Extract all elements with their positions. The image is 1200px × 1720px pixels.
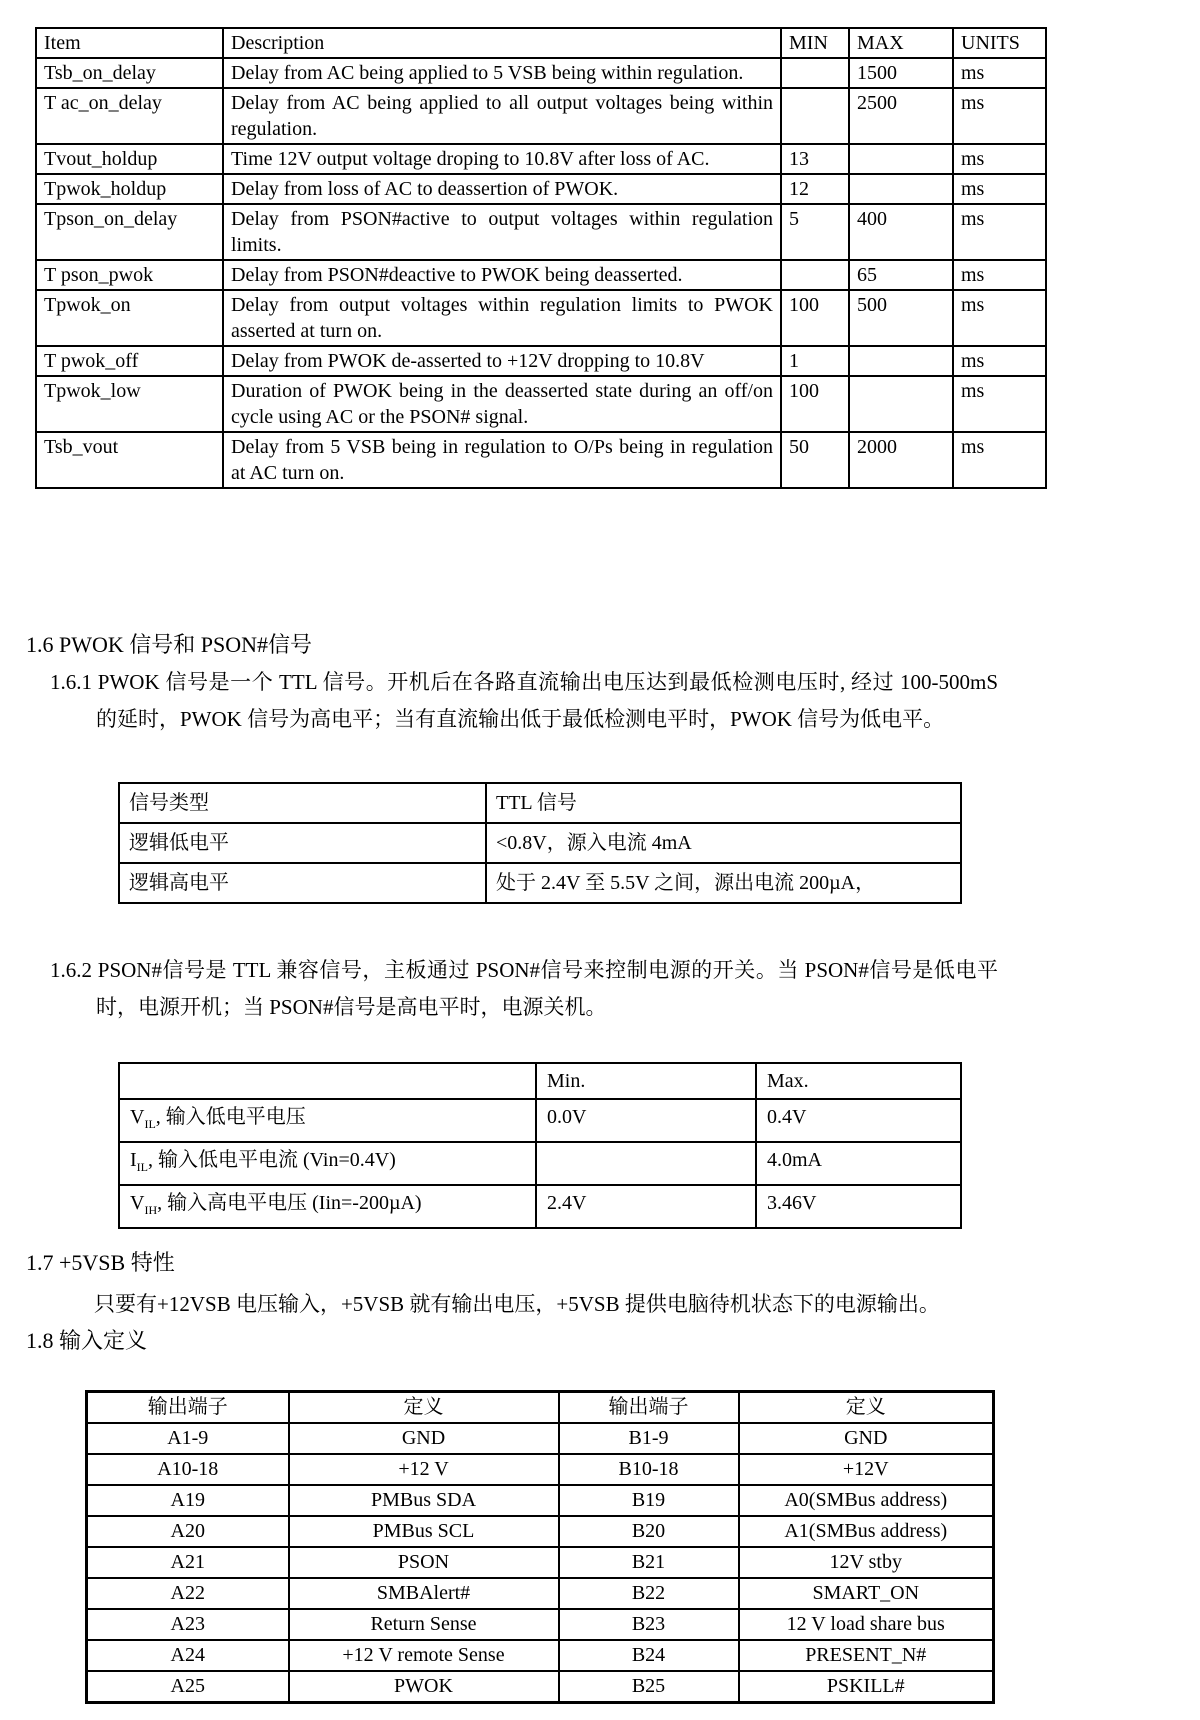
param-subscript: IH xyxy=(144,1203,158,1217)
def-b-cell: GND xyxy=(739,1423,994,1454)
units-cell: ms xyxy=(953,58,1046,88)
pin-b-cell: B21 xyxy=(559,1547,739,1578)
table-row xyxy=(87,1485,994,1516)
param-label-cell xyxy=(119,1185,536,1228)
min-cell xyxy=(781,88,849,144)
item-cell: Tpwok_low xyxy=(36,376,223,432)
table-row xyxy=(87,1671,994,1703)
table-header-row xyxy=(119,1063,961,1099)
units-cell: ms xyxy=(953,432,1046,488)
min-cell xyxy=(781,58,849,88)
desc-cell: Delay from PSON#deactive to PWOK being deasserted. xyxy=(223,260,781,290)
signal-type-cell: 逻辑低电平 xyxy=(119,823,486,863)
pin-a-cell: A19 xyxy=(87,1485,289,1516)
pin-a-cell: A1-9 xyxy=(87,1423,289,1454)
pin-b-cell: B25 xyxy=(559,1671,739,1703)
def-a-header: 定义 xyxy=(289,1392,559,1424)
pin-b-header: 输出端子 xyxy=(559,1392,739,1424)
table-row xyxy=(119,1185,961,1228)
pin-definition-table xyxy=(85,1390,995,1704)
def-a-cell: PSON xyxy=(289,1547,559,1578)
max-cell xyxy=(849,346,953,376)
desc-cell: Delay from PSON#active to output voltages within regulation limits. xyxy=(223,204,781,260)
item-cell: Tsb_on_delay xyxy=(36,58,223,88)
pin-b-cell: B24 xyxy=(559,1640,739,1671)
table-row xyxy=(87,1609,994,1640)
table-row xyxy=(87,1578,994,1609)
def-a-cell: +12 V remote Sense xyxy=(289,1640,559,1671)
desc-cell: Time 12V output voltage droping to 10.8V after loss of AC. xyxy=(223,144,781,174)
def-b-cell: PSKILL# xyxy=(739,1671,994,1703)
section-1-7-heading: 1.7 +5VSB 特性 xyxy=(26,1250,175,1275)
item-cell: T ac_on_delay xyxy=(36,88,223,144)
def-b-cell: SMART_ON xyxy=(739,1578,994,1609)
section-1-7-body: 只要有+12VSB 电压输入，+5VSB 就有输出电压，+5VSB 提供电脑待机状态下的电源输出。 xyxy=(94,1292,940,1316)
param-symbol: V xyxy=(130,1106,145,1128)
table-row xyxy=(36,204,1046,260)
max-cell: 500 xyxy=(849,290,953,346)
def-a-cell: SMBAlert# xyxy=(289,1578,559,1609)
def-b-cell: 12V stby xyxy=(739,1547,994,1578)
max-cell: 0.4V xyxy=(756,1099,961,1142)
max-cell: 3.46V xyxy=(756,1185,961,1228)
units-cell: ms xyxy=(953,260,1046,290)
max-cell: 2000 xyxy=(849,432,953,488)
param-label-cell xyxy=(119,1142,536,1185)
units-cell: ms xyxy=(953,88,1046,144)
units-cell: ms xyxy=(953,174,1046,204)
units-cell: ms xyxy=(953,144,1046,174)
def-b-cell: A1(SMBus address) xyxy=(739,1516,994,1547)
signal-type-cell: 信号类型 xyxy=(119,783,486,823)
table-row xyxy=(119,863,961,903)
header-min: MIN xyxy=(781,28,849,58)
pin-a-cell: A25 xyxy=(87,1671,289,1703)
table-row xyxy=(87,1547,994,1578)
pin-b-cell: B20 xyxy=(559,1516,739,1547)
max-cell: 2500 xyxy=(849,88,953,144)
max-cell xyxy=(849,144,953,174)
param-symbol: I xyxy=(130,1149,137,1171)
def-b-cell: 12 V load share bus xyxy=(739,1609,994,1640)
pin-b-cell: B1-9 xyxy=(559,1423,739,1454)
header-units: UNITS xyxy=(953,28,1046,58)
item-cell: Tvout_holdup xyxy=(36,144,223,174)
table-row xyxy=(87,1423,994,1454)
table-row xyxy=(36,346,1046,376)
item-cell: T pwok_off xyxy=(36,346,223,376)
table-header-row xyxy=(36,28,1046,58)
table-row xyxy=(36,290,1046,346)
table-row xyxy=(119,823,961,863)
table-row xyxy=(36,432,1046,488)
signal-value-cell: 处于 2.4V 至 5.5V 之间，源出电流 200µA， xyxy=(486,863,961,903)
desc-cell: Delay from 5 VSB being in regulation to O/Ps being in regulation at AC turn on. xyxy=(223,432,781,488)
desc-cell: Delay from AC being applied to all output voltages being within regulation. xyxy=(223,88,781,144)
def-a-cell: PMBus SDA xyxy=(289,1485,559,1516)
def-a-cell: +12 V xyxy=(289,1454,559,1485)
ttl-signal-table xyxy=(118,782,962,904)
param-subscript: IL xyxy=(136,1160,148,1174)
paragraph-1-6-2: 1.6.2 PSON#信号是 TTL 兼容信号，主板通过 PSON#信号来控制电源的开关。当 PSON#信号是低电平时，电源开机；当 PSON#信号是高电平时，电源关机。 xyxy=(50,958,998,1019)
desc-cell: Delay from AC being applied to 5 VSB being within regulation. xyxy=(223,58,781,88)
param-description: , 输入高电平电压 (Iin=-200µA) xyxy=(157,1192,422,1214)
units-cell: ms xyxy=(953,376,1046,432)
paragraph-1-6-1: 1.6.1 PWOK 信号是一个 TTL 信号。开机后在各路直流输出电压达到最低检测电压时, 经过 100-500mS 的延时，PWOK 信号为高电平；当有直流输出低于最低检测电平时，PWOK 信号为低电平。 xyxy=(50,670,998,731)
max-cell: 65 xyxy=(849,260,953,290)
def-b-cell: +12V xyxy=(739,1454,994,1485)
item-cell: Tpson_on_delay xyxy=(36,204,223,260)
pin-b-cell: B23 xyxy=(559,1609,739,1640)
max-cell xyxy=(849,174,953,204)
min-header: Min. xyxy=(536,1063,756,1099)
header-desc: Description xyxy=(223,28,781,58)
signal-value-cell: TTL 信号 xyxy=(486,783,961,823)
table-row xyxy=(119,1099,961,1142)
desc-cell: Duration of PWOK being in the deasserted state during an off/on cycle using AC or the PSON# signal. xyxy=(223,376,781,432)
header-max: MAX xyxy=(849,28,953,58)
max-cell xyxy=(849,376,953,432)
section-1-6-heading: 1.6 PWOK 信号和 PSON#信号 xyxy=(26,632,313,657)
table-header-row xyxy=(87,1392,994,1424)
param-description: , 输入低电平电流 (Vin=0.4V) xyxy=(148,1149,396,1171)
def-b-header: 定义 xyxy=(739,1392,994,1424)
min-cell: 12 xyxy=(781,174,849,204)
signal-value-cell: <0.8V，源入电流 4mA xyxy=(486,823,961,863)
min-cell: 5 xyxy=(781,204,849,260)
table-row xyxy=(119,783,961,823)
item-cell: T pson_pwok xyxy=(36,260,223,290)
units-cell: ms xyxy=(953,346,1046,376)
item-cell: Tpwok_holdup xyxy=(36,174,223,204)
min-cell: 50 xyxy=(781,432,849,488)
max-header: Max. xyxy=(756,1063,961,1099)
min-cell xyxy=(781,260,849,290)
min-cell: 13 xyxy=(781,144,849,174)
def-a-cell: Return Sense xyxy=(289,1609,559,1640)
max-cell: 400 xyxy=(849,204,953,260)
table-row xyxy=(87,1516,994,1547)
table-row xyxy=(36,260,1046,290)
pin-a-cell: A20 xyxy=(87,1516,289,1547)
item-cell: Tsb_vout xyxy=(36,432,223,488)
min-cell: 100 xyxy=(781,290,849,346)
table-row xyxy=(87,1640,994,1671)
table-row xyxy=(87,1454,994,1485)
table-row xyxy=(36,58,1046,88)
min-cell: 100 xyxy=(781,376,849,432)
max-cell: 1500 xyxy=(849,58,953,88)
header-item: Item xyxy=(36,28,223,58)
min-cell: 1 xyxy=(781,346,849,376)
table-row xyxy=(36,376,1046,432)
pin-a-cell: A21 xyxy=(87,1547,289,1578)
def-a-cell: PWOK xyxy=(289,1671,559,1703)
table-row xyxy=(119,1142,961,1185)
signal-type-cell: 逻辑高电平 xyxy=(119,863,486,903)
pin-b-cell: B10-18 xyxy=(559,1454,739,1485)
min-cell xyxy=(536,1142,756,1185)
units-cell: ms xyxy=(953,204,1046,260)
def-a-cell: GND xyxy=(289,1423,559,1454)
param-subscript: IL xyxy=(144,1117,156,1131)
pin-a-header: 输出端子 xyxy=(87,1392,289,1424)
def-b-cell: PRESENT_N# xyxy=(739,1640,994,1671)
param-description: , 输入低电平电压 xyxy=(155,1106,306,1128)
max-cell: 4.0mA xyxy=(756,1142,961,1185)
pin-a-cell: A22 xyxy=(87,1578,289,1609)
pin-a-cell: A23 xyxy=(87,1609,289,1640)
input-levels-table xyxy=(118,1062,962,1229)
item-cell: Tpwok_on xyxy=(36,290,223,346)
empty-header-cell xyxy=(119,1063,536,1099)
section-1-8-heading: 1.8 输入定义 xyxy=(26,1328,148,1353)
pin-a-cell: A10-18 xyxy=(87,1454,289,1485)
desc-cell: Delay from output voltages within regulation limits to PWOK asserted at turn on. xyxy=(223,290,781,346)
min-cell: 2.4V xyxy=(536,1185,756,1228)
pin-b-cell: B19 xyxy=(559,1485,739,1516)
units-cell: ms xyxy=(953,290,1046,346)
table-row xyxy=(36,174,1046,204)
desc-cell: Delay from PWOK de-asserted to +12V dropping to 10.8V xyxy=(223,346,781,376)
table-row xyxy=(36,144,1046,174)
pin-a-cell: A24 xyxy=(87,1640,289,1671)
desc-cell: Delay from loss of AC to deassertion of PWOK. xyxy=(223,174,781,204)
pin-b-cell: B22 xyxy=(559,1578,739,1609)
def-a-cell: PMBus SCL xyxy=(289,1516,559,1547)
min-cell: 0.0V xyxy=(536,1099,756,1142)
param-label-cell xyxy=(119,1099,536,1142)
def-b-cell: A0(SMBus address) xyxy=(739,1485,994,1516)
table-row xyxy=(36,88,1046,144)
timing-spec-table xyxy=(35,27,1047,489)
param-symbol: V xyxy=(130,1192,145,1214)
